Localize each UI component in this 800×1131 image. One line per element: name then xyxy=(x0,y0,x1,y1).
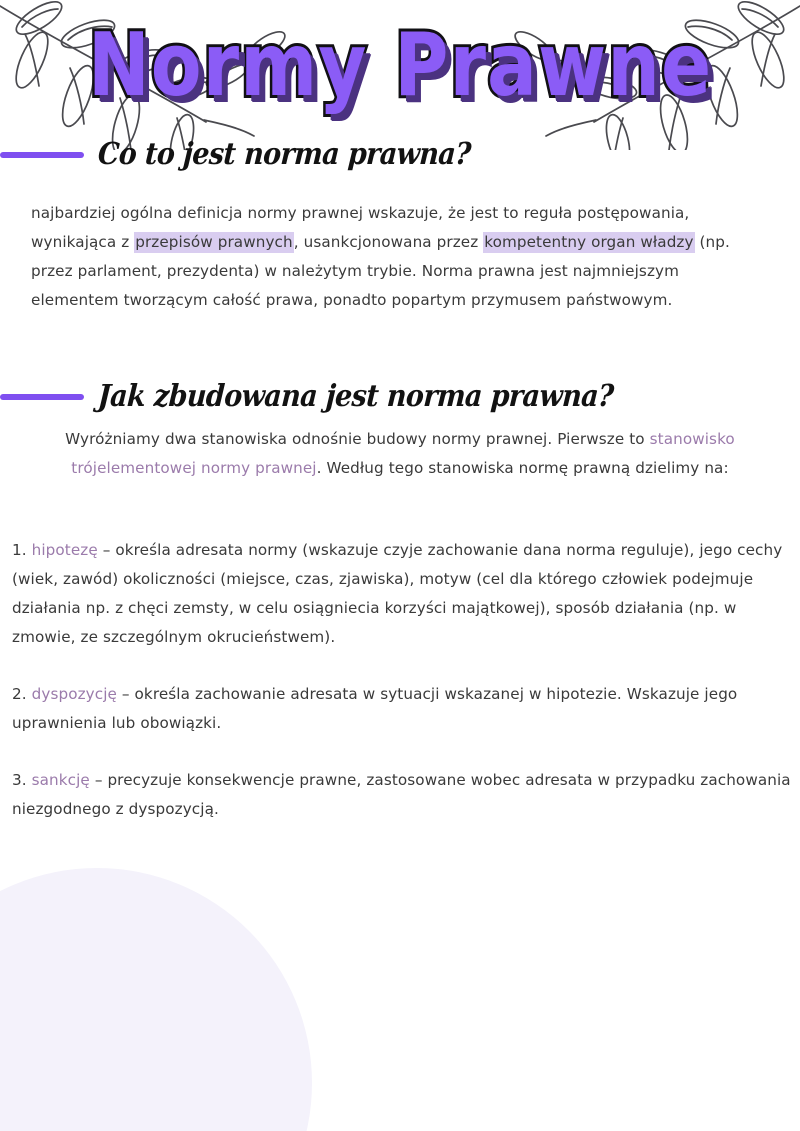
heading-rule-icon xyxy=(0,394,84,400)
list-item-term: dyspozycję xyxy=(31,685,117,703)
list-item-description: – określa zachowanie adresata w sytuacji wskazanej w hipotezie. Wskazuje jego uprawnienia lub obowiązki. xyxy=(12,685,738,732)
legal-norm-elements-list xyxy=(12,536,798,824)
section-heading-label: Jak zbudowana jest norma prawna? xyxy=(96,379,615,414)
intro-text-part-3: (np. przez parlament, prezydenta) w należytym trybie. Norma prawna jest najmniejszym elementem tworzącym całość prawa, ponadto popartym przymusem państwowym. xyxy=(31,233,730,309)
heading-rule-icon xyxy=(0,152,84,158)
section-heading-label: Co to jest norma prawna? xyxy=(96,137,472,172)
list-item-description: – określa adresata normy (wskazuje czyje zachowanie dana norma reguluje), jego cechy (wiek, zawód) okoliczności (miejsce, czas, zjawiska), motyw (cel dla którego człowiek podejmuje działania np. z chęci zemsty, w celu osiągniecia korzyści majątkowej), sposób działania (np. w zmowie, ze szczególnym okrucieństwem). xyxy=(12,541,783,646)
section-heading-how-is-legal-norm-built xyxy=(0,381,613,412)
stances-paragraph xyxy=(36,425,764,483)
list-item-term: hipotezę xyxy=(31,541,98,559)
list-item-number: 1. xyxy=(12,541,32,559)
list-item xyxy=(12,766,798,824)
list-item xyxy=(12,536,798,652)
list-item xyxy=(12,680,798,738)
intro-text-part-1: najbardziej ogólna definicja normy prawnej wskazuje, że jest to reguła postępowania, wynikająca z xyxy=(31,204,690,251)
section-heading-what-is-legal-norm xyxy=(0,139,471,170)
page-title-container xyxy=(0,14,800,117)
lavender-circle-decoration xyxy=(0,868,312,1131)
list-item-term: sankcję xyxy=(31,771,90,789)
intro-text-part-2: , usankcjonowana przez xyxy=(293,233,484,251)
stances-text-part-2: . Według tego stanowiska normę prawną dzielimy na: xyxy=(316,459,729,477)
list-item-number: 2. xyxy=(12,685,32,703)
stances-text-part-1: Wyróżniamy dwa stanowiska odnośnie budowy normy prawnej. Pierwsze to xyxy=(65,430,650,448)
list-item-description: – precyzuje konsekwencje prawne, zastosowane wobec adresata w przypadku zachowania niezgodnego z dyspozycją. xyxy=(12,771,791,818)
intro-paragraph xyxy=(31,199,771,315)
list-item-number: 3. xyxy=(12,771,32,789)
highlight-przepisow-prawnych: przepisów prawnych xyxy=(135,233,293,251)
accent-stanowisko-trojelementowej: stanowisko trójelementowej normy prawnej xyxy=(71,430,735,477)
page-title: Normy Prawne xyxy=(87,14,713,117)
highlight-kompetentny-organ-wladzy: kompetentny organ władzy xyxy=(484,233,694,251)
